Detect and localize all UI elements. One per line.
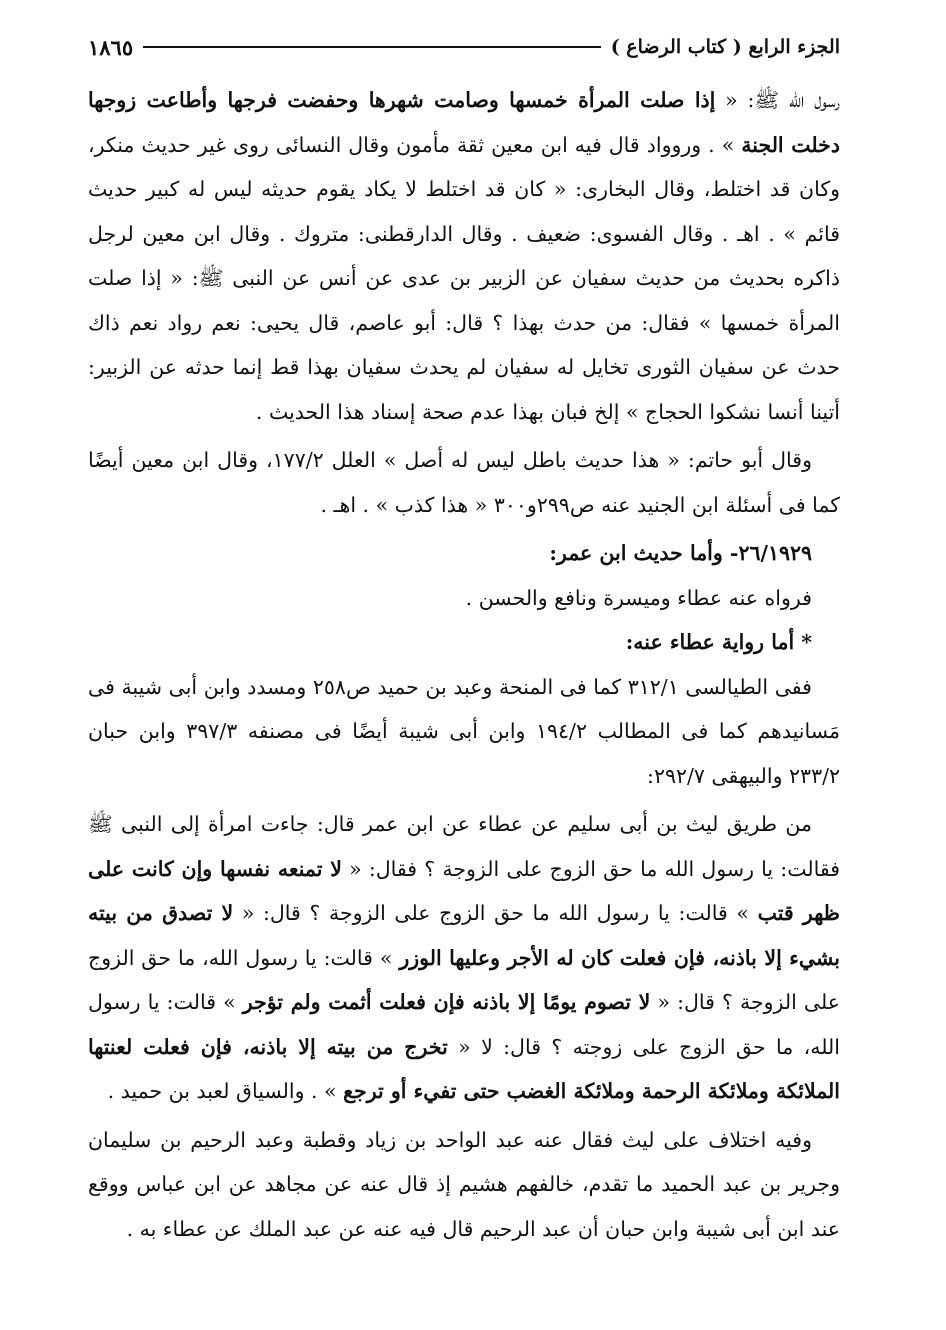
paragraph-5-text-e: » . والسياق لعبد بن حميد .	[107, 1079, 344, 1103]
paragraph-5	[88, 802, 840, 1114]
paragraph-5-text-a: من طريق ليث بن أبى سليم عن عطاء عن ابن عمر قال: جاءت امرأة إلى النبى ﷺ فقالت: يا رسول الله ما حق الزوج على الزوجة ؟ فقال: «	[88, 812, 840, 881]
paragraph-5-text-b: » قالت: يا رسول الله ما حق الزوج على الزوجة ؟ قال: «	[233, 901, 758, 925]
paragraph-2: وقال أبو حاتم: « هذا حديث باطل ليس له أصل » العلل ١٧٧/٢، وقال ابن معين أيضًا كما فى أسئلة ابن الجنيد عنه ص٢٩٩و٣٠٠ « هذا كذب » . اهـ .	[88, 448, 840, 517]
paragraph-4: ففى الطيالسى ٣١٢/١ كما فى المنحة وعبد بن حميد ص٢٥٨ ومسدد وابن أبى شيبة فى مَسانيدهم كما فى المطالب ١٩٤/٢ وابن أبى شيبة أيضًا فى مصنفه ٣٩٧/٣ وابن حبان ٢٣٣/٢ والبيهقى ٢٩٢/٧:	[88, 674, 840, 788]
page-body	[88, 78, 840, 1251]
paragraph-5-text-d: » قالت: يا رسول الله، ما حق الزوج على زوجته ؟ قال: لا «	[88, 990, 840, 1059]
paragraph-1-text-b: » . وروواد قال فيه ابن معين ثقة مأمون وقال النسائى روى غير حديث منكر، وكان قد اختلط، وقال البخارى: « كان قد اختلط لا يكاد يقوم حديثه ليس له كبير حديث قائم » . اهـ . وقال الفسوى: ضعيف . وقال الدارقطنى: متروك . وقال ابن معين لرجل ذاكره بحديث من حديث سفيان عن الزبير بن عدى عن أنس عن النبى ﷺ: « إذا صلت المرأة خمسها » فقال: من حدث بهذا ؟ قال: أبو عاصم، قال يحيى: نعم رواد نعم ذاك حدث عن سفيان الثورى تخايل له سفيان لم يحدث سفيان بهذا قط إنما حدثه عن الزبير: أتينا أنسا نشكوا الحجاج » إلخ فبان بهذا عدم صحة إسناد هذا الحديث .	[88, 132, 840, 424]
header-rule	[143, 46, 601, 48]
page-number: ١٨٦٥	[88, 34, 134, 60]
paragraph-6: وفيه اختلاف على ليث فقال عنه عبد الواحد بن زياد وقطبة وعبد الرحيم بن سليمان وجرير بن عبد الحميد ما تقدم، خالفهم هشيم إذ قال عنه عن مجاهد عن ابن عباس ووقع عند ابن أبى شيبة وابن حبان أن عبد الرحيم قال فيه عنه عن عبد الملك عن عطاء به .	[88, 1127, 840, 1241]
paragraph-1	[88, 78, 840, 434]
header-title: الجزء الرابع ( كتاب الرضاع )	[610, 36, 840, 58]
paragraph-5-text-c: » قالت: يا رسول الله، ما حق الزوج على الزوجة ؟ قال: «	[88, 945, 841, 1014]
paragraph-5-hadith-2: لا تصدق من بيته بشيء إلا باذنه، فإن فعلت كان له الأجر وعليها الوزر	[88, 901, 840, 970]
paragraph-5-hadith-1: لا تمنعه نفسها وإن كانت على ظهر قتب	[88, 856, 840, 925]
paragraph-3: فرواه عنه عطاء وميسرة ونافع والحسن .	[465, 585, 812, 610]
section-heading-ata: * أما رواية عطاء عنه:	[625, 630, 812, 654]
paragraph-5-hadith-4: تخرج من بيته إلا باذنه، فإن فعلت لعنتها الملائكة وملائكة الرحمة وملائكة الغضب حتى تفيء أو ترجع	[88, 1034, 840, 1103]
paragraph-1-hadith: إذا صلت المرأة خمسها وصامت شهرها وحفضت فرجها وأطاعت زوجها دخلت الجنة	[88, 88, 840, 157]
paragraph-5-hadith-3: لا تصوم يومًا إلا باذنه فإن فعلت أثمت ولم تؤجر	[242, 990, 651, 1014]
paragraph-1-text-a: رسول الله ﷺ: «	[715, 88, 841, 112]
running-header	[88, 30, 840, 64]
book-page	[88, 30, 840, 1300]
section-heading-ibn-umar: ٢٦/١٩٢٩- وأما حديث ابن عمر:	[549, 541, 812, 565]
